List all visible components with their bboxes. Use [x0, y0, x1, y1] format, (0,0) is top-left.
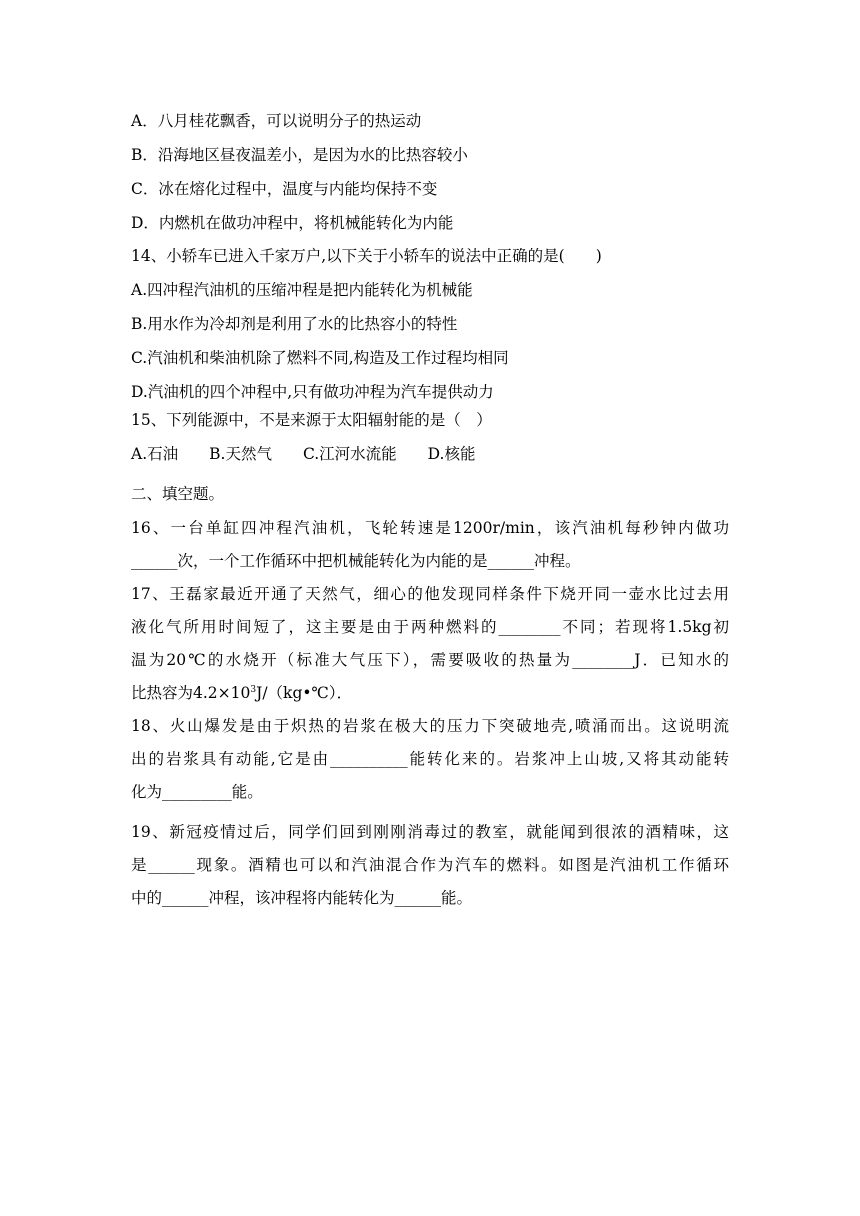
- q17-line-2: 液化气所用时间短了，这主要是由于两种燃料的________不同；若现将1.5kg初: [131, 618, 729, 636]
- q19-line-1: 19、新冠疫情过后，同学们回到刚刚消毒过的教室，就能闻到很浓的酒精味，这: [131, 823, 729, 841]
- q14-option-b: B.用水作为冷却剂是利用了水的比热容小的特性: [131, 315, 458, 333]
- q15-stem: 15、下列能源中，不是来源于太阳辐射能的是（ ）: [131, 411, 492, 429]
- q19-line-3: 中的______冲程，该冲程将内能转化为______能。: [131, 889, 473, 907]
- q18-line-1: 18、火山爆发是由于炽热的岩浆在极大的压力下突破地壳,喷涌而出。这说明流: [131, 717, 729, 735]
- q17-line-4: [131, 683, 352, 703]
- q13-option-d: D．内燃机在做功冲程中，将机械能转化为内能: [131, 214, 454, 232]
- q17-line-3: 温为20℃的水烧开（标准大气压下），需要吸收的热量为________J．已知水的: [131, 651, 729, 669]
- q13-option-a: A．八月桂花飘香，可以说明分子的热运动: [131, 112, 422, 130]
- q14-option-d: D.汽油机的四个冲程中,只有做功冲程为汽车提供动力: [131, 383, 494, 401]
- q13-option-b: B．沿海地区昼夜温差小，是因为水的比热容较小: [131, 146, 468, 164]
- q17-exponent: 3: [250, 684, 257, 695]
- q18-line-3: 化为_________能。: [131, 783, 263, 801]
- q13-option-c: C．冰在熔化过程中，温度与内能均保持不变: [131, 180, 438, 198]
- q19-line-2: 是______现象。酒精也可以和汽油混合作为汽车的燃料。如图是汽油机工作循环: [131, 856, 729, 874]
- q14-option-a: A.四冲程汽油机的压缩冲程是把内能转化为机械能: [131, 281, 473, 299]
- q18-line-2: 出的岩浆具有动能,它是由__________能转化来的。岩浆冲上山坡,又将其动能转: [131, 750, 729, 768]
- section-heading: 二、填空题。: [131, 485, 225, 503]
- q15-options: A.石油 B.天然气 C.江河水流能 D.核能: [131, 445, 476, 463]
- q16-line-1: 16、一台单缸四冲程汽油机，飞轮转速是1200r/min，该汽油机每秒钟内做功: [131, 519, 729, 537]
- q17-line-1: 17、王磊家最近开通了天然气，细心的他发现同样条件下烧开同一壶水比过去用: [131, 585, 729, 603]
- q14-option-c: C.汽油机和柴油机除了燃料不同,构造及工作过程均相同: [131, 349, 509, 367]
- q17-line-4-pre: 比热容为4.2×10: [131, 684, 251, 702]
- q16-line-2: ______次，一个工作循环中把机械能转化为内能的是______冲程。: [131, 552, 581, 570]
- q17-line-4-post: J/（kg•℃）．: [256, 684, 353, 702]
- q14-stem: 14、小轿车已进入千家万户,以下关于小轿车的说法中正确的是( ): [131, 247, 602, 265]
